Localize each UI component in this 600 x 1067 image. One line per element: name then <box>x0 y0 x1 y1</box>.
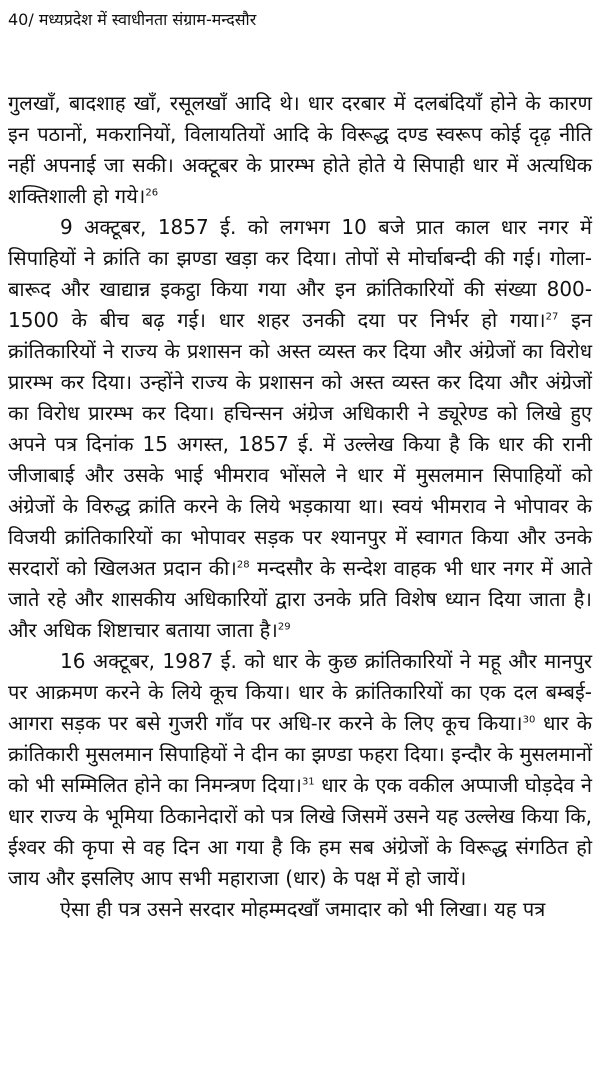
footnote-marker: 28 <box>236 559 250 571</box>
footnote-marker: 29 <box>277 621 291 633</box>
paragraph-text: ऐसा ही पत्र उसने सरदार मोहम्मदखाँ जमादार को भी लिखा। यह पत्र <box>60 897 546 921</box>
paragraph-1 <box>8 88 592 212</box>
paragraph-text: इन क्रांतिकारियों ने राज्य के प्रशासन को अस्त व्यस्त कर दिया और अंग्रेजों का विरोध प्रारम्भ कर दिया। उन्होंने राज्य के प्रशासन को अस्त व्यस्त कर दिया और अंग्रेजों का विरोध प्रारम्भ कर दिया। हचिन्सन अंग्रेज अधिकारी ने ड्यूरेण्ड को लिखे हुए अपने पत्र दिनांक 15 अगस्त, 1857 ई. में उल्लेख किया है कि धार की रानी जीजाबाई और उसके भाई भीमराव भोंसले ने धार में मुसलमान सिपाहियों को अंग्रेजों के विरुद्ध क्रांति करने के लिये भड़काया था। स्वयं भीमराव ने भोपावर के विजयी क्रांतिकारियों का भोपावर सड़क पर श्यानपुर में स्वागत किया और उनके सरदारों को खिलअत प्रदान की। <box>8 308 592 580</box>
paragraph-text: मन्दसौर के सन्देश वाहक भी धार नगर में आते जाते रहे और शासकीय अधिकारियों द्वारा उनके प्रति विशेष ध्यान दिया जाता है। और अधिक शिष्टाचार बताया जाता है। <box>8 556 592 642</box>
paragraph-text: 9 अक्टूबर, 1857 ई. को लगभग 10 बजे प्रात काल धार नगर में सिपाहियों ने क्रांति का झण्डा खड़ा कर दिया। तोपों से मोर्चाबन्दी की गई। गोला-बारूद और खाद्यान्न इकट्ठा किया गया और इन क्रांतिकारियों की संख्या 800-1500 के बीच बढ़ गई। धार शहर उनकी दया पर निर्भर हो गया। <box>8 215 592 332</box>
paragraph-3 <box>8 646 592 894</box>
paragraph-text: धार के एक वकील अप्पाजी घोड़देव ने धार राज्य के भूमिया ठिकानेदारों को पत्र लिखे जिसमें उसने यह उल्लेख किया कि, ईश्वर की कृपा से वह दिन आ गया है कि हम सब अंग्रेजों के विरूद्ध संगठित हो जाय और इसलिए आप सभी महाराजा (धार) के पक्ष में हो जायें। <box>8 773 592 890</box>
paragraph-text: गुलखाँ, बादशाह खाँ, रसूलखाँ आदि थे। धार दरबार में दलबंदियाँ होने के कारण इन पठानों, मकरानियों, विलायतियों आदि के विरूद्ध दण्ड स्वरूप कोई दृढ़ नीति नहीं अपनाई जा सकी। अक्टूबर के प्रारम्भ होते होते ये सिपाही धार में अत्यधिक शक्तिशाली हो गये। <box>8 91 592 208</box>
paragraph-text: 16 अक्टूबर, 1987 ई. को धार के कुछ क्रांतिकारियों ने महू और मानपुर पर आक्रमण करने के लिये कूच किया। धार के क्रांतिकारियों का एक दल बम्बई-आगरा सड़क पर बसे गुजरी गाँव पर अधि-ार करने के लिए कूच किया। <box>8 649 592 735</box>
footnote-marker: 30 <box>522 714 536 726</box>
paragraph-2 <box>8 212 592 646</box>
footnote-marker: 26 <box>145 187 159 199</box>
footnote-marker: 27 <box>545 311 559 323</box>
footnote-marker: 31 <box>301 776 315 788</box>
paragraph-4 <box>8 894 592 925</box>
running-header: 40/ मध्यप्रदेश में स्वाधीनता संग्राम-मन्दसौर <box>8 10 257 29</box>
paragraph-text: धार के क्रांतिकारी मुसलमान सिपाहियों ने दीन का झण्डा फहरा दिया। इन्दौर के मुसलमानों को भी सम्मिलित होने का निमन्त्रण दिया। <box>8 711 592 797</box>
page-body <box>8 88 592 925</box>
